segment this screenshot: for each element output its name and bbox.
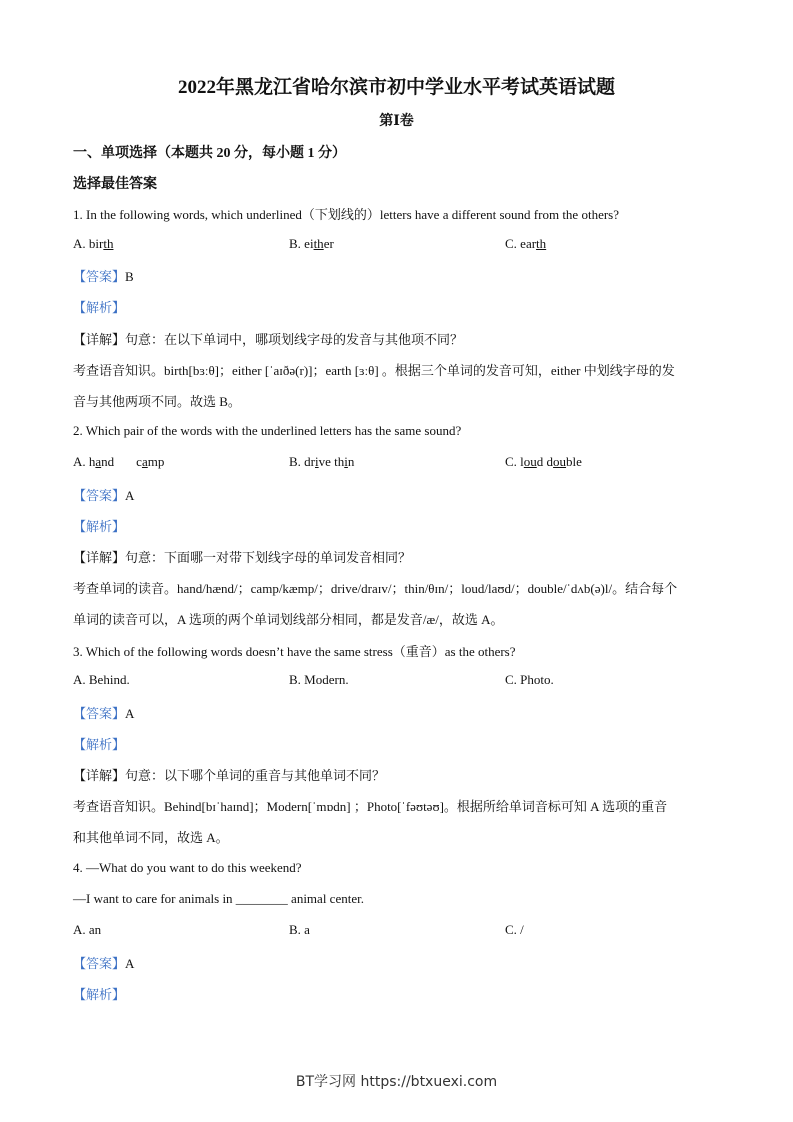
q2-option-b: B. drive thin (289, 454, 355, 469)
q1-explain-line-2: 音与其他两项不同。故选 B。 (73, 394, 241, 409)
q4-option-b: B. a (289, 922, 310, 937)
q3-answer: 【答案】A (73, 706, 135, 721)
q1-detail: 【详解】句意：在以下单词中，哪项划线字母的发音与其他项不同？ (73, 332, 464, 347)
q2-option-c: C. loud double (505, 454, 582, 469)
question-1-stem: 1. In the following words, which underlined（下划线的）letters have a different sound from the others? (73, 207, 619, 222)
question-3-stem: 3. Which of the following words doesn’t have the same stress（重音）as the others? (73, 644, 516, 659)
q2-answer: 【答案】A (73, 488, 135, 503)
q4-option-c: C. / (505, 922, 524, 937)
question-4-stem: 4. —What do you want to do this weekend? (73, 860, 302, 875)
q1-option-a: A. birth (73, 236, 114, 251)
volume-heading: 第Ⅰ卷 (379, 114, 414, 129)
q1-explain-line-1: 考查语音知识。birth[bɜːθ]；either [ˈaɪðə(r)]；earth [ɜːθ] 。根据三个单词的发音可知，either 中划线字母的发 (73, 363, 675, 378)
q4-answer: 【答案】A (73, 956, 135, 971)
q2-detail: 【详解】句意：下面哪一对带下划线字母的单词发音相同？ (73, 550, 412, 565)
q3-analysis-tag: 【解析】 (73, 737, 126, 752)
question-2-stem: 2. Which pair of the words with the underlined letters has the same sound? (73, 423, 462, 438)
q4-analysis-tag: 【解析】 (73, 987, 126, 1002)
q2-option-a: A. hand camp (73, 454, 165, 469)
question-4-stem-line-2: —I want to care for animals in ________ animal center. (73, 891, 364, 906)
q3-option-a: A. Behind. (73, 672, 130, 687)
q1-option-b: B. either (289, 236, 334, 251)
q3-option-c: C. Photo. (505, 672, 554, 687)
footer-watermark: BT学习网 https://btxuexi.com (295, 1074, 498, 1090)
q3-option-b: B. Modern. (289, 672, 349, 687)
page-title: 2022年黑龙江省哈尔滨市初中学业水平考试英语试题 (177, 77, 615, 98)
q1-answer: 【答案】B (73, 269, 134, 284)
q1-option-c: C. earth (505, 236, 547, 251)
q4-option-a: A. an (73, 922, 102, 937)
q3-detail: 【详解】句意：以下哪个单词的重音与其他单词不同？ (73, 768, 386, 783)
q3-explain-line-1: 考查语音知识。Behind[bɪˈhaɪnd]；Modern[ˈmɒdn] ；Photo[ˈfəʊtəʊ]。根据所给单词音标可知 A 选项的重音 (73, 799, 668, 814)
q2-explain-line-2: 单词的读音可以，A 选项的两个单词划线部分相同，都是发音/æ/，故选 A。 (73, 612, 504, 627)
q2-explain-line-1: 考查单词的读音。hand/hænd/；camp/kæmp/；drive/draɪv/；thin/θɪn/；loud/laʊd/；double/ˈdʌb(ə)l/。结合每个 (73, 581, 678, 596)
q1-analysis-tag: 【解析】 (73, 300, 126, 315)
q3-explain-line-2: 和其他单词不同，故选 A。 (73, 830, 229, 845)
sub-heading: 选择最佳答案 (73, 177, 157, 192)
q2-analysis-tag: 【解析】 (73, 519, 126, 534)
section-heading: 一、单项选择（本题共 20 分，每小题 1 分） (73, 146, 346, 161)
